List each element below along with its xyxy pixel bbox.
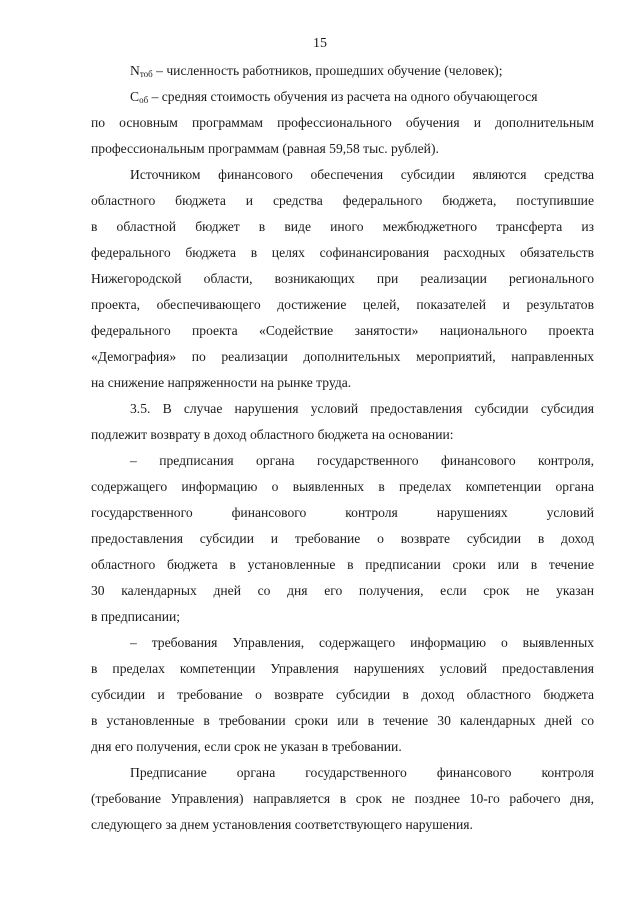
def-subscript: об [139,95,149,105]
text-line: на снижение напряженности на рынке труда. [91,375,352,390]
text-line: в областной бюджет в виде иного межбюджетного трансферта из [91,219,594,234]
text-line: – требования Управления, содержащего информацию о выявленных [130,635,594,650]
text-line: Источником финансового обеспечения субсидии являются средства [130,167,594,182]
text-line: содержащего информацию о выявленных в пределах компетенции органа [91,479,594,494]
text-line: предоставления субсидии и требование о возврате субсидии в доход [91,531,594,546]
def-symbol: С [130,89,140,104]
def-text: – численность работников, прошедших обучение (человек); [152,63,503,78]
text-line: 3.5. В случае нарушения условий предоставления субсидии субсидия [130,401,594,416]
text-line: 30 календарных дней со дня его получения, если срок не указан [91,583,594,598]
text-line: следующего за днем установления соответствующего нарушения. [91,817,473,832]
def-subscript: тоб [139,69,153,79]
def-symbol: N [130,63,140,78]
text-line: Нижегородской области, возникающих при реализации регионального [91,271,594,286]
text-line: – предписания органа государственного финансового контроля, [130,453,594,468]
text-line: в установленные в требовании сроки или в течение 30 календарных дней со [91,713,594,728]
text-line: областного бюджета и средства федерального бюджета, поступившие [91,193,594,208]
text-line: областного бюджета в установленные в предписании сроки или в течение [91,557,594,572]
def-text: – средняя стоимость обучения из расчета на одного обучающегося [148,89,538,104]
text-line: государственного финансового контроля нарушениях условий [91,505,594,520]
text-line: подлежит возврату в доход областного бюджета на основании: [91,427,454,442]
text-line: федерального проекта «Содействие занятости» национального проекта [91,323,594,338]
text-line: в предписании; [91,609,181,624]
text-line: (требование Управления) направляется в срок не позднее 10-го рабочего дня, [91,791,594,806]
definition-ntob [130,62,594,83]
text-line: субсидии и требование о возврате субсидии в доход областного бюджета [91,687,594,702]
page-number: 15 [313,36,327,51]
text-line: проекта, обеспечивающего достижение целей, показателей и результатов [91,297,594,312]
text-line: федерального бюджета в целях софинансирования расходных обязательств [91,245,594,260]
definition-cob [130,88,594,109]
text-line: Предписание органа государственного финансового контроля [130,765,594,780]
text-line: «Демография» по реализации дополнительных мероприятий, направленных [91,349,594,364]
text-line: в пределах компетенции Управления нарушениях условий предоставления [91,661,594,676]
text-line: дня его получения, если срок не указан в требовании. [91,739,402,754]
text-line: профессиональным программам (равная 59,58 тыс. рублей). [91,141,439,156]
text-line: по основным программам профессионального обучения и дополнительным [91,115,594,130]
